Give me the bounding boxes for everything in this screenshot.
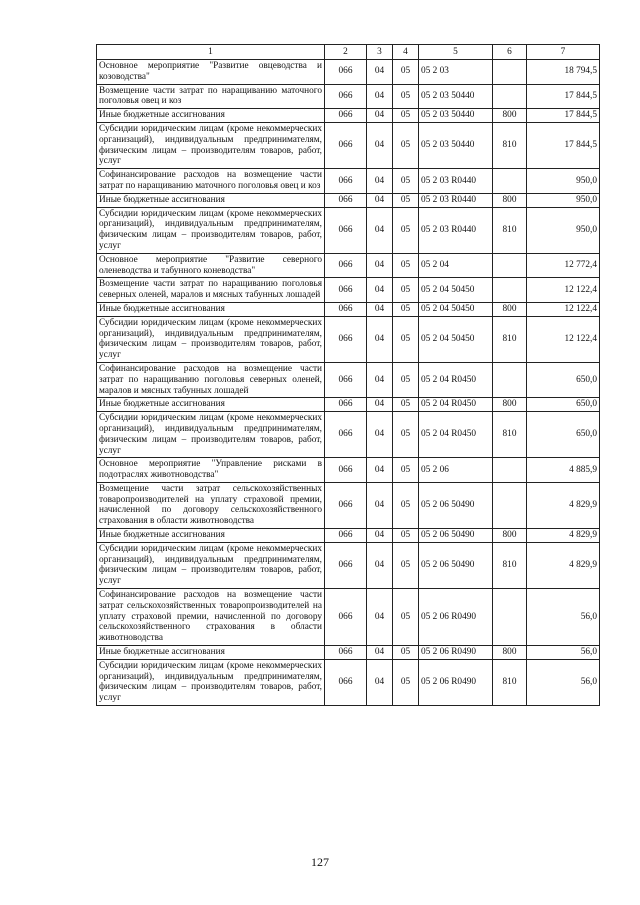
cell-ministry-code: 066 bbox=[325, 362, 367, 397]
cell-expense-type: 800 bbox=[493, 529, 527, 543]
cell-section: 04 bbox=[367, 109, 393, 123]
cell-subsection: 05 bbox=[393, 398, 419, 412]
cell-name: Иные бюджетные ассигнования bbox=[97, 529, 325, 543]
table-row bbox=[97, 412, 600, 458]
cell-amount: 12 122,4 bbox=[527, 278, 600, 303]
cell-name: Софинансирование расходов на возмещение части затрат по наращиванию поголовья северных оленей, маралов и мясных табунных лошадей bbox=[97, 362, 325, 397]
cell-ministry-code: 066 bbox=[325, 193, 367, 207]
cell-target-article: 05 2 03 50440 bbox=[419, 122, 493, 168]
table-row bbox=[97, 482, 600, 528]
cell-name: Субсидии юридическим лицам (кроме некоммерческих организаций), индивидуальным предпринимателям, физическим лицам – производителям товаров, работ, услуг bbox=[97, 659, 325, 705]
cell-subsection: 05 bbox=[393, 278, 419, 303]
cell-section: 04 bbox=[367, 193, 393, 207]
cell-section: 04 bbox=[367, 253, 393, 278]
cell-ministry-code: 066 bbox=[325, 122, 367, 168]
cell-name: Софинансирование расходов на возмещение части затрат по наращиванию маточного поголовья овец и коз bbox=[97, 169, 325, 194]
cell-target-article: 05 2 06 R0490 bbox=[419, 646, 493, 660]
cell-name: Основное мероприятие "Развитие овцеводства и козоводства" bbox=[97, 60, 325, 85]
cell-ministry-code: 066 bbox=[325, 169, 367, 194]
header-row bbox=[97, 45, 600, 60]
cell-amount: 950,0 bbox=[527, 193, 600, 207]
table-row bbox=[97, 207, 600, 253]
cell-section: 04 bbox=[367, 122, 393, 168]
cell-target-article: 05 2 06 50490 bbox=[419, 529, 493, 543]
cell-subsection: 05 bbox=[393, 589, 419, 646]
cell-target-article: 05 2 06 50490 bbox=[419, 542, 493, 588]
table-row bbox=[97, 362, 600, 397]
cell-ministry-code: 066 bbox=[325, 253, 367, 278]
cell-subsection: 05 bbox=[393, 529, 419, 543]
cell-expense-type: 800 bbox=[493, 193, 527, 207]
table-row bbox=[97, 84, 600, 109]
table-row bbox=[97, 589, 600, 646]
cell-section: 04 bbox=[367, 529, 393, 543]
table-row bbox=[97, 122, 600, 168]
cell-amount: 950,0 bbox=[527, 207, 600, 253]
cell-expense-type bbox=[493, 60, 527, 85]
cell-target-article: 05 2 06 50490 bbox=[419, 482, 493, 528]
cell-section: 04 bbox=[367, 169, 393, 194]
cell-ministry-code: 066 bbox=[325, 529, 367, 543]
cell-expense-type bbox=[493, 589, 527, 646]
cell-expense-type bbox=[493, 362, 527, 397]
cell-name: Иные бюджетные ассигнования bbox=[97, 193, 325, 207]
cell-section: 04 bbox=[367, 362, 393, 397]
cell-section: 04 bbox=[367, 659, 393, 705]
cell-target-article: 05 2 03 50440 bbox=[419, 84, 493, 109]
cell-ministry-code: 066 bbox=[325, 458, 367, 483]
cell-name: Возмещение части затрат сельскохозяйственных товаропроизводителей на уплату страховой премии, начисленной по договору сельскохозяйственного страхования в области животноводства bbox=[97, 482, 325, 528]
cell-ministry-code: 066 bbox=[325, 542, 367, 588]
table-row bbox=[97, 253, 600, 278]
cell-target-article: 05 2 06 R0490 bbox=[419, 589, 493, 646]
cell-ministry-code: 066 bbox=[325, 659, 367, 705]
cell-target-article: 05 2 03 R0440 bbox=[419, 207, 493, 253]
table-row bbox=[97, 193, 600, 207]
cell-subsection: 05 bbox=[393, 122, 419, 168]
table-row bbox=[97, 542, 600, 588]
cell-ministry-code: 066 bbox=[325, 207, 367, 253]
cell-subsection: 05 bbox=[393, 316, 419, 362]
cell-name: Иные бюджетные ассигнования bbox=[97, 109, 325, 123]
cell-section: 04 bbox=[367, 84, 393, 109]
cell-ministry-code: 066 bbox=[325, 589, 367, 646]
budget-table bbox=[96, 44, 600, 706]
cell-subsection: 05 bbox=[393, 193, 419, 207]
cell-section: 04 bbox=[367, 482, 393, 528]
table-row bbox=[97, 109, 600, 123]
cell-expense-type: 810 bbox=[493, 316, 527, 362]
cell-subsection: 05 bbox=[393, 109, 419, 123]
cell-target-article: 05 2 04 R0450 bbox=[419, 398, 493, 412]
cell-section: 04 bbox=[367, 302, 393, 316]
cell-target-article: 05 2 04 50450 bbox=[419, 278, 493, 303]
cell-subsection: 05 bbox=[393, 646, 419, 660]
header-col-2: 2 bbox=[325, 45, 367, 60]
cell-target-article: 05 2 04 50450 bbox=[419, 302, 493, 316]
cell-name: Иные бюджетные ассигнования bbox=[97, 398, 325, 412]
cell-name: Возмещение части затрат по наращиванию маточного поголовья овец и коз bbox=[97, 84, 325, 109]
cell-expense-type: 810 bbox=[493, 659, 527, 705]
cell-expense-type: 800 bbox=[493, 109, 527, 123]
cell-target-article: 05 2 06 bbox=[419, 458, 493, 483]
table-row bbox=[97, 60, 600, 85]
cell-target-article: 05 2 04 50450 bbox=[419, 316, 493, 362]
header-col-4: 4 bbox=[393, 45, 419, 60]
cell-ministry-code: 066 bbox=[325, 60, 367, 85]
cell-expense-type bbox=[493, 278, 527, 303]
cell-expense-type: 800 bbox=[493, 646, 527, 660]
cell-section: 04 bbox=[367, 207, 393, 253]
table-row bbox=[97, 302, 600, 316]
cell-amount: 12 122,4 bbox=[527, 302, 600, 316]
cell-amount: 4 829,9 bbox=[527, 542, 600, 588]
page-number: 127 bbox=[311, 855, 329, 869]
header-col-6: 6 bbox=[493, 45, 527, 60]
cell-ministry-code: 066 bbox=[325, 278, 367, 303]
cell-subsection: 05 bbox=[393, 253, 419, 278]
cell-ministry-code: 066 bbox=[325, 482, 367, 528]
cell-ministry-code: 066 bbox=[325, 109, 367, 123]
cell-ministry-code: 066 bbox=[325, 84, 367, 109]
cell-expense-type: 800 bbox=[493, 302, 527, 316]
cell-section: 04 bbox=[367, 60, 393, 85]
header-col-3: 3 bbox=[367, 45, 393, 60]
cell-section: 04 bbox=[367, 542, 393, 588]
table-body bbox=[97, 60, 600, 706]
cell-subsection: 05 bbox=[393, 659, 419, 705]
cell-target-article: 05 2 04 R0450 bbox=[419, 412, 493, 458]
cell-subsection: 05 bbox=[393, 302, 419, 316]
cell-name: Софинансирование расходов на возмещение части затрат сельскохозяйственных товаропроизводителей на уплату страховой премии, начисленной по договору сельскохозяйственного страхования в области животноводства bbox=[97, 589, 325, 646]
cell-target-article: 05 2 03 50440 bbox=[419, 109, 493, 123]
cell-subsection: 05 bbox=[393, 458, 419, 483]
cell-ministry-code: 066 bbox=[325, 646, 367, 660]
cell-amount: 17 844,5 bbox=[527, 122, 600, 168]
cell-target-article: 05 2 04 R0450 bbox=[419, 362, 493, 397]
cell-amount: 18 794,5 bbox=[527, 60, 600, 85]
cell-name: Основное мероприятие "Управление рисками в подотраслях животноводства" bbox=[97, 458, 325, 483]
cell-section: 04 bbox=[367, 316, 393, 362]
cell-subsection: 05 bbox=[393, 542, 419, 588]
cell-subsection: 05 bbox=[393, 207, 419, 253]
cell-amount: 4 829,9 bbox=[527, 529, 600, 543]
cell-target-article: 05 2 06 R0490 bbox=[419, 659, 493, 705]
cell-ministry-code: 066 bbox=[325, 398, 367, 412]
table-row bbox=[97, 646, 600, 660]
cell-amount: 17 844,5 bbox=[527, 109, 600, 123]
cell-amount: 12 772,4 bbox=[527, 253, 600, 278]
cell-expense-type: 810 bbox=[493, 122, 527, 168]
cell-amount: 56,0 bbox=[527, 646, 600, 660]
cell-target-article: 05 2 03 R0440 bbox=[419, 193, 493, 207]
cell-target-article: 05 2 04 bbox=[419, 253, 493, 278]
table-row bbox=[97, 529, 600, 543]
cell-name: Субсидии юридическим лицам (кроме некоммерческих организаций), индивидуальным предпринимателям, физическим лицам – производителям товаров, работ, услуг bbox=[97, 412, 325, 458]
cell-expense-type bbox=[493, 169, 527, 194]
cell-subsection: 05 bbox=[393, 169, 419, 194]
header-col-7: 7 bbox=[527, 45, 600, 60]
cell-name: Субсидии юридическим лицам (кроме некоммерческих организаций), индивидуальным предпринимателям, физическим лицам – производителям товаров, работ, услуг bbox=[97, 542, 325, 588]
cell-ministry-code: 066 bbox=[325, 302, 367, 316]
cell-ministry-code: 066 bbox=[325, 316, 367, 362]
cell-expense-type: 810 bbox=[493, 207, 527, 253]
cell-amount: 56,0 bbox=[527, 589, 600, 646]
cell-name: Возмещение части затрат по наращиванию поголовья северных оленей, маралов и мясных табунных лошадей bbox=[97, 278, 325, 303]
cell-expense-type: 810 bbox=[493, 412, 527, 458]
cell-name: Субсидии юридическим лицам (кроме некоммерческих организаций), индивидуальным предпринимателям, физическим лицам – производителям товаров, работ, услуг bbox=[97, 316, 325, 362]
table-row bbox=[97, 458, 600, 483]
cell-ministry-code: 066 bbox=[325, 412, 367, 458]
cell-subsection: 05 bbox=[393, 482, 419, 528]
cell-subsection: 05 bbox=[393, 412, 419, 458]
cell-amount: 4 829,9 bbox=[527, 482, 600, 528]
table-row bbox=[97, 278, 600, 303]
cell-expense-type: 800 bbox=[493, 398, 527, 412]
cell-section: 04 bbox=[367, 646, 393, 660]
cell-name: Иные бюджетные ассигнования bbox=[97, 646, 325, 660]
cell-amount: 17 844,5 bbox=[527, 84, 600, 109]
header-col-5: 5 bbox=[419, 45, 493, 60]
cell-target-article: 05 2 03 bbox=[419, 60, 493, 85]
cell-expense-type: 810 bbox=[493, 542, 527, 588]
cell-amount: 56,0 bbox=[527, 659, 600, 705]
cell-amount: 4 885,9 bbox=[527, 458, 600, 483]
cell-section: 04 bbox=[367, 589, 393, 646]
cell-target-article: 05 2 03 R0440 bbox=[419, 169, 493, 194]
cell-section: 04 bbox=[367, 398, 393, 412]
table-row bbox=[97, 316, 600, 362]
cell-amount: 950,0 bbox=[527, 169, 600, 194]
cell-name: Субсидии юридическим лицам (кроме некоммерческих организаций), индивидуальным предпринимателям, физическим лицам – производителям товаров, работ, услуг bbox=[97, 207, 325, 253]
cell-name: Основное мероприятие "Развитие северного оленеводства и табунного коневодства" bbox=[97, 253, 325, 278]
cell-amount: 650,0 bbox=[527, 412, 600, 458]
cell-amount: 650,0 bbox=[527, 398, 600, 412]
header-col-1: 1 bbox=[97, 45, 325, 60]
cell-name: Иные бюджетные ассигнования bbox=[97, 302, 325, 316]
cell-name: Субсидии юридическим лицам (кроме некоммерческих организаций), индивидуальным предпринимателям, физическим лицам – производителям товаров, работ, услуг bbox=[97, 122, 325, 168]
cell-subsection: 05 bbox=[393, 60, 419, 85]
table-row bbox=[97, 398, 600, 412]
table-row bbox=[97, 169, 600, 194]
cell-section: 04 bbox=[367, 412, 393, 458]
cell-amount: 12 122,4 bbox=[527, 316, 600, 362]
table-row bbox=[97, 659, 600, 705]
cell-section: 04 bbox=[367, 458, 393, 483]
cell-expense-type bbox=[493, 84, 527, 109]
cell-expense-type bbox=[493, 482, 527, 528]
cell-expense-type bbox=[493, 458, 527, 483]
cell-subsection: 05 bbox=[393, 362, 419, 397]
cell-amount: 650,0 bbox=[527, 362, 600, 397]
cell-subsection: 05 bbox=[393, 84, 419, 109]
cell-section: 04 bbox=[367, 278, 393, 303]
cell-expense-type bbox=[493, 253, 527, 278]
